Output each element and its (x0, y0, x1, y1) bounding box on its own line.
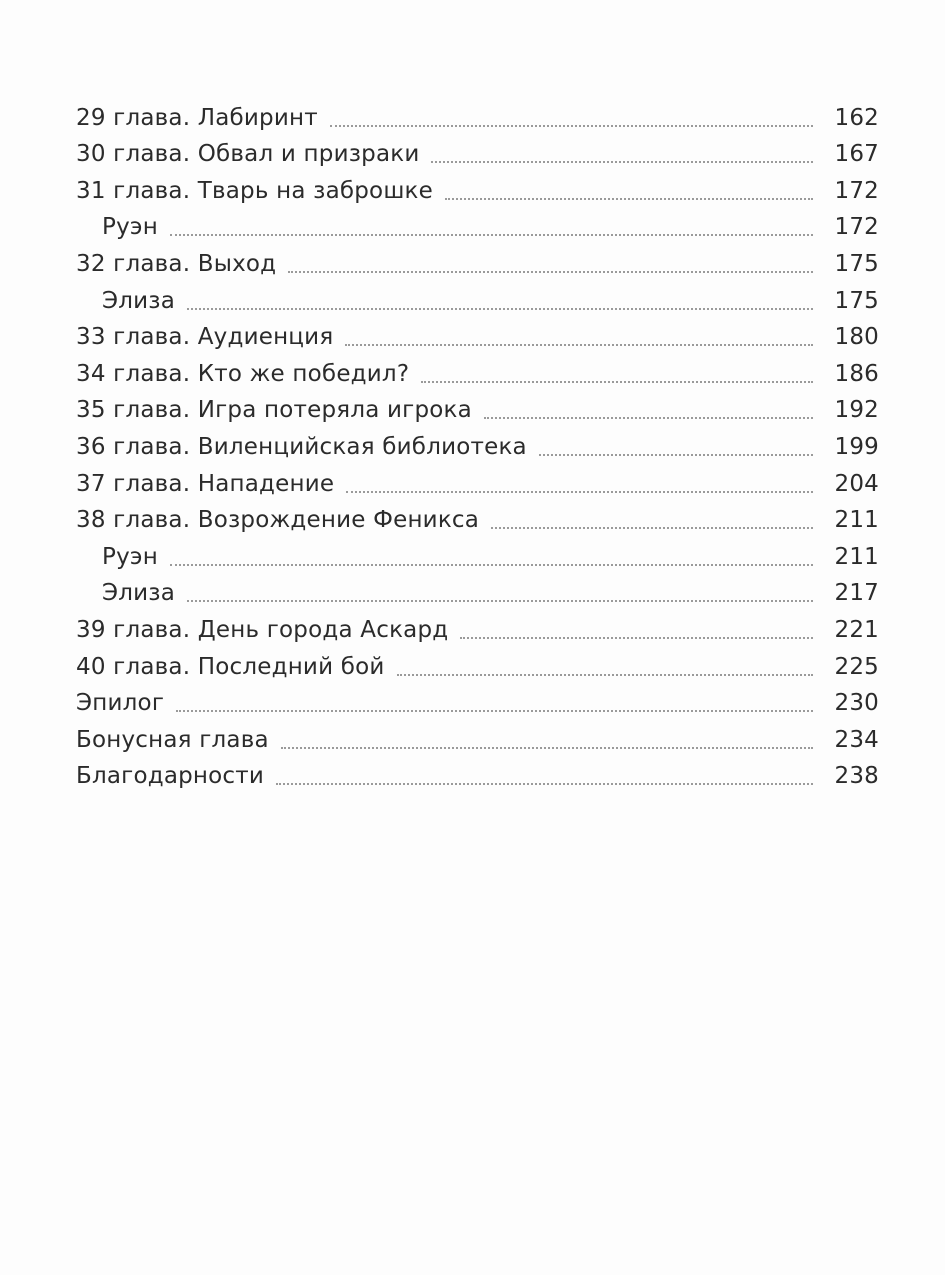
toc-subentry (76, 575, 879, 612)
dot-leader (170, 234, 813, 236)
toc-entry-title: 38 глава. Возрождение Феникса (76, 507, 480, 534)
toc-entry-page: 211 (834, 543, 879, 570)
toc-entry-title: 33 глава. Аудиенция (76, 324, 334, 351)
toc-entry-page: 204 (834, 470, 879, 497)
toc-subentry (76, 282, 879, 319)
toc-entry-title: Руэн (102, 214, 158, 241)
toc-entry (76, 648, 879, 685)
table-of-contents (76, 99, 879, 794)
toc-entry (76, 758, 879, 795)
toc-entry-page: 162 (834, 104, 879, 131)
dot-leader (460, 637, 812, 639)
toc-entry-page: 192 (834, 397, 879, 424)
toc-entry-page: 199 (834, 433, 879, 460)
toc-entry-title: Эпилог (76, 690, 165, 717)
dot-leader (187, 600, 812, 602)
toc-entry-title: 29 глава. Лабиринт (76, 104, 318, 131)
dot-leader (345, 344, 812, 346)
toc-entry-page: 172 (834, 177, 879, 204)
toc-entry-title: 32 глава. Выход (76, 250, 277, 277)
dot-leader (176, 710, 812, 712)
toc-entry (76, 392, 879, 429)
toc-entry-page: 175 (834, 287, 879, 314)
dot-leader (421, 381, 812, 383)
dot-leader (397, 674, 813, 676)
toc-entry-title: 36 глава. Виленцийская библиотека (76, 433, 527, 460)
dot-leader (330, 125, 813, 127)
toc-entry-title: Элиза (102, 580, 176, 607)
toc-entry-page: 230 (834, 690, 879, 717)
toc-entry-title: 39 глава. День города Аскард (76, 616, 449, 643)
dot-leader (288, 271, 812, 273)
toc-entry-title: Благодарности (76, 763, 265, 790)
toc-entry-page: 221 (834, 616, 879, 643)
toc-entry-title: 35 глава. Игра потеряла игрока (76, 397, 472, 424)
toc-entry-page: 172 (834, 214, 879, 241)
toc-entry (76, 465, 879, 502)
toc-entry-page: 167 (834, 141, 879, 168)
dot-leader (187, 308, 812, 310)
toc-entry-title: 40 глава. Последний бой (76, 653, 385, 680)
toc-entry (76, 245, 879, 282)
toc-entry (76, 428, 879, 465)
dot-leader (491, 527, 812, 529)
toc-entry-page: 175 (834, 250, 879, 277)
toc-entry (76, 611, 879, 648)
dot-leader (431, 161, 812, 163)
dot-leader (281, 747, 813, 749)
toc-subentry (76, 209, 879, 246)
toc-entry-page: 238 (834, 763, 879, 790)
toc-entry-title: 31 глава. Тварь на заброшке (76, 177, 434, 204)
toc-entry-page: 234 (834, 726, 879, 753)
dot-leader (276, 783, 812, 785)
toc-entry (76, 136, 879, 173)
toc-entry-title: Бонусная глава (76, 726, 269, 753)
toc-entry (76, 721, 879, 758)
toc-entry (76, 502, 879, 539)
toc-entry-page: 225 (834, 653, 879, 680)
toc-entry-title: Элиза (102, 287, 176, 314)
toc-subentry (76, 538, 879, 575)
toc-entry (76, 685, 879, 722)
toc-entry (76, 99, 879, 136)
toc-entry-title: Руэн (102, 543, 158, 570)
dot-leader (484, 417, 813, 419)
toc-entry-page: 211 (834, 507, 879, 534)
toc-entry (76, 172, 879, 209)
toc-entry-page: 186 (834, 360, 879, 387)
toc-entry-page: 217 (834, 580, 879, 607)
toc-entry (76, 319, 879, 356)
dot-leader (445, 198, 812, 200)
toc-entry-title: 37 глава. Нападение (76, 470, 335, 497)
dot-leader (346, 491, 812, 493)
toc-entry (76, 355, 879, 392)
toc-entry-page: 180 (834, 324, 879, 351)
toc-entry-title: 34 глава. Кто же победил? (76, 360, 410, 387)
dot-leader (539, 454, 813, 456)
toc-entry-title: 30 глава. Обвал и призраки (76, 141, 420, 168)
dot-leader (170, 564, 813, 566)
